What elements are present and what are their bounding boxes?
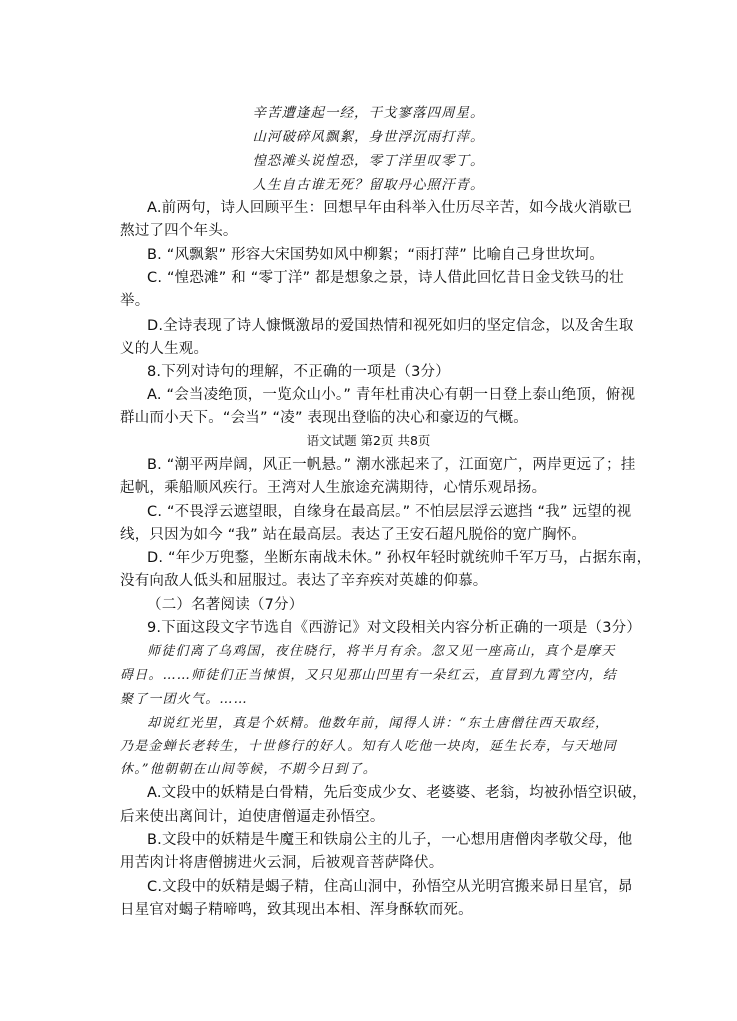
excerpt-line: 聚了一团火气。…… [120, 692, 248, 707]
q8-option-b-cont: 起帆，乘船顺风疾行。王湾对人生旅途充满期待，心情乐观昂扬。 [120, 480, 547, 496]
page-footer: 语文试题 第2页 共8页 [306, 433, 431, 448]
q7-option-a: A.前两句，诗人回顾平生：回想早年由科举入仕历尽辛苦，如今战火消歇已 [147, 200, 633, 216]
q8-option-b: B. “潮平两岸阔，风正一帆悬。” 潮水涨起来了，江面宽广，两岸更远了；挂 [147, 457, 636, 473]
excerpt-line: 乃是金蝉长老转生，十世修行的好人。知有人吃他一块肉，延生长寿，与天地同 [120, 739, 618, 754]
q9-question: 9.下面这段文字节选自《西游记》对文段相关内容分析正确的一项是（3分） [147, 620, 642, 636]
q8-option-d: D. “年少万兜鍪，坐断东南战未休。” 孙权年轻时就统帅千军万马，占据东南， [147, 550, 652, 566]
poem-line: 人生自古谁无死？留取丹心照汗青。 [252, 177, 485, 193]
q9-option-b: B.文段中的妖精是牛魔王和铁扇公主的儿子，一心想用唐僧肉孝敬父母，他 [147, 832, 633, 848]
excerpt-line: 休。”他朝朝在山间等候，不期今日到了。 [120, 762, 377, 777]
excerpt-line: 却说红光里，真是个妖精。他数年前，闻得人讲：“东土唐僧往西天取经， [147, 716, 610, 731]
q7-option-b: B. “风飘絮” 形容大宋国势如风中柳絮；“雨打萍” 比喻自己身世坎坷。 [147, 247, 605, 263]
q8-option-c: C. “不畏浮云遮望眼，自缘身在最高层。” 不怕层层浮云遮挡 “我” 远望的视 [147, 504, 632, 520]
q9-option-a-cont: 后来使出离间计，迫使唐僧逼走孙悟空。 [120, 809, 385, 825]
q7-option-c: C. “惶恐滩” 和 “零丁洋” 都是想象之景，诗人借此回忆昔日金戈铁马的壮 [147, 270, 624, 286]
q7-option-c-cont: 举。 [120, 293, 150, 309]
excerpt-line: 碍日。……师徒们正当悚惧，又只见那山凹里有一朵红云，直冒到九霄空内，结 [120, 668, 618, 683]
q9-option-c: C.文段中的妖精是蝎子精，住高山洞中，孙悟空从光明宫搬来昴日星官，昴 [147, 879, 633, 895]
q7-option-d: D.全诗表现了诗人慷慨激昂的爱国热情和视死如归的坚定信念，以及舍生取 [147, 318, 634, 334]
q7-option-d-cont: 义的人生观。 [120, 341, 209, 357]
section-heading: （二）名著阅读（7分） [147, 597, 304, 613]
poem-line: 辛苦遭逢起一经，干戈寥落四周星。 [252, 105, 485, 121]
q9-option-b-cont: 用苦肉计将唐僧掳进火云洞，后被观音菩萨降伏。 [120, 855, 444, 871]
poem-line: 惶恐滩头说惶恐，零丁洋里叹零丁。 [252, 153, 485, 169]
excerpt-line: 师徒们离了乌鸡国，夜住晓行，将半月有余。忽又见一座高山，真个是摩天 [147, 644, 616, 659]
q9-option-a: A.文段中的妖精是白骨精，先后变成少女、老婆婆、老翁，均被孙悟空识破， [147, 785, 647, 801]
q8-option-c-cont: 线，只因为如今 “我” 站在最高层。表达了王安石超凡脱俗的宽广胸怀。 [120, 527, 587, 543]
q8-option-a: A. “会当凌绝顶，一览众山小。” 青年杜甫决心有朝一日登上泰山绝顶，俯视 [147, 387, 636, 403]
q8-question: 8.下列对诗句的理解，不正确的一项是（3分） [147, 364, 450, 380]
q8-option-a-cont: 群山而小天下。“会当” “凌” 表现出登临的决心和豪迈的气概。 [120, 410, 528, 426]
q7-option-a-cont: 熬过了四个年头。 [120, 223, 238, 239]
q9-option-c-cont: 日星官对蝎子精啼鸣，致其现出本相、浑身酥软而死。 [120, 902, 473, 918]
q8-option-d-cont: 没有向敌人低头和屈服过。表达了辛弃疾对英雄的仰慕。 [120, 573, 488, 589]
poem-line: 山河破碎风飘絮，身世浮沉雨打萍。 [252, 129, 485, 145]
